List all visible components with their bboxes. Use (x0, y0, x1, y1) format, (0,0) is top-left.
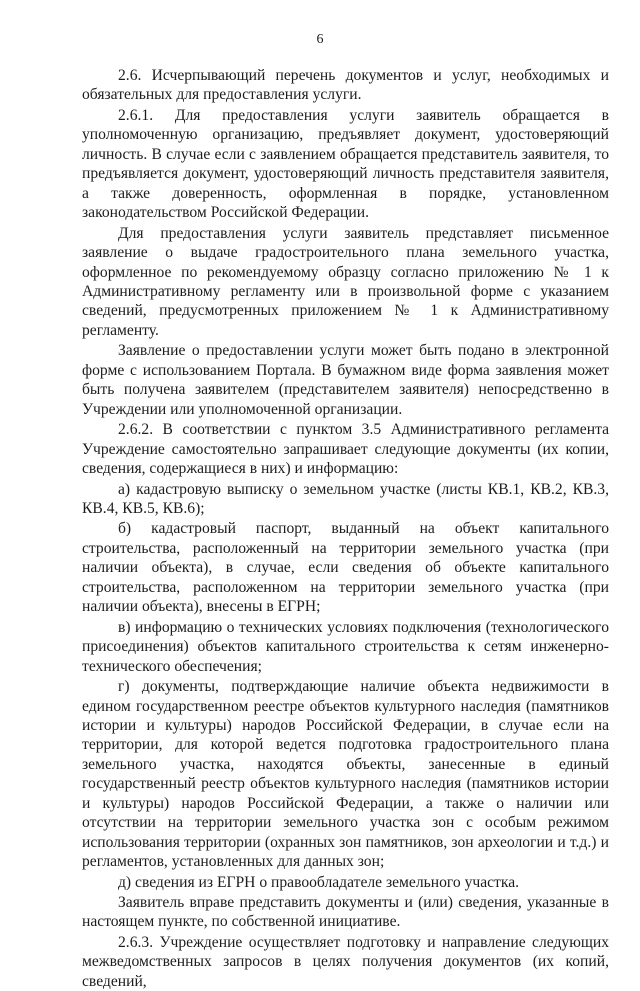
list-item-g: г) документы, подтверждающие наличие объекта недвижимости в едином государственном реестре объектов культурного наследия (памятников истории и культуры) народов Российской Федерации, в случае если на территории, для которой ведется подготовка градостроительного плана земельного участка, находятся объекты, занесенные в единый государственный реестр объектов культурного наследия (памятников истории и культуры) народов Российской Федерации, а также о наличии или отсутствии на территории земельного участка зон с особым режимом использования территории (охранных зон памятников, зон археологии и т.д.) и регламентов, установленных для данных зон; (82, 678, 609, 871)
list-item-a: а) кадастровую выписку о земельном участке (листы КВ.1, КВ.2, КВ.3, КВ.4, КВ.5, КВ.6); (82, 480, 609, 517)
paragraph-2-6-1: 2.6.1. Для предоставления услуги заявитель обращается в уполномоченную организацию, предъявляет документ, удостоверяющий личность. В случае если с заявлением обращается представитель заявителя, то предъявляется документ, удостоверяющий личность представителя заявителя, а также доверенность, оформленная в порядке, установленном законодательством Российской Федерации. (82, 106, 609, 222)
list-item-b: б) кадастровый паспорт, выданный на объект капитального строительства, расположенный на территории земельного участка (при наличии объекта), в случае, если сведения об объекте капитального строительства, расположенном на территории земельного участка (при наличии объекта), внесены в ЕГРН; (82, 520, 609, 616)
list-item-d: д) сведения из ЕГРН о правообладателе земельного участка. (118, 873, 520, 891)
paragraph-own-initiative: Заявитель вправе представить документы и (или) сведения, указанные в настоящем пункте, по собственной инициативе. (82, 894, 609, 931)
paragraph-2-6-3: 2.6.3. Учреждение осуществляет подготовку и направление следующих межведомственных запросов в целях получения документов (их копий, сведений, (82, 933, 609, 990)
page-number: 6 (316, 32, 324, 47)
paragraph-application: Для предоставления услуги заявитель представляет письменное заявление о выдаче градостроительного плана земельного участка, оформленное по рекомендуемому образцу согласно приложению № 1 к Административному регламенту или в произвольной форме с указанием сведений, предусмотренных приложением № 1 к Административному регламенту. (82, 224, 609, 339)
paragraph-2-6-2: 2.6.2. В соответствии с пунктом 3.5 Административного регламента Учреждение самостоятельно запрашивает следующие документы (их копии, сведения, содержащиеся в них) и информацию: (82, 421, 609, 478)
paragraph-electronic-form: Заявление о предоставлении услуги может быть подано в электронной форме с использованием Портала. В бумажном виде форма заявления может быть получена заявителем (представителем заявителя) непосредственно в Учреждении или уполномоченной организации. (82, 342, 609, 418)
paragraph-2-6: 2.6. Исчерпывающий перечень документов и услуг, необходимых и обязательных для предоставления услуги. (82, 67, 609, 104)
list-item-v: в) информацию о технических условиях подключения (технологического присоединения) объектов капитального строительства к сетям инженерно-технического обеспечения; (82, 618, 609, 675)
document-body (82, 66, 609, 991)
